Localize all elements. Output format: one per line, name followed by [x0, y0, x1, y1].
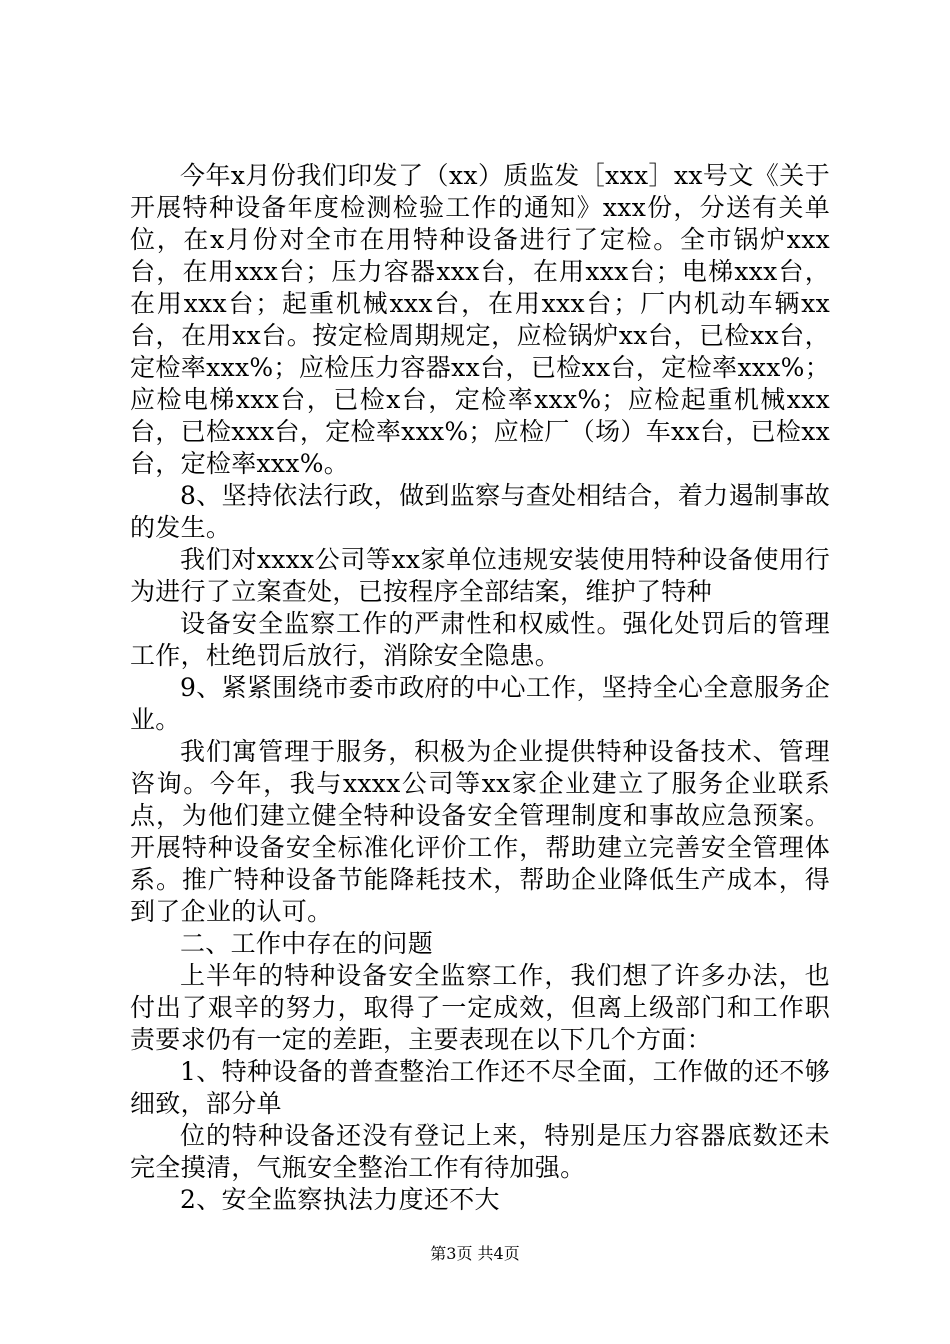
paragraph-problem-1: 1、特种设备的普查整治工作还不尽全面，工作做的还不够细致，部分单: [130, 1057, 830, 1118]
paragraph-problem-2: 2、安全监察执法力度还不大: [180, 1185, 500, 1214]
document-body: [130, 160, 830, 1216]
paragraph-problems-intro: 上半年的特种设备安全监察工作，我们想了许多办法，也付出了艰辛的努力，取得了一定成效，但离上级部门和工作职责要求仍有一定的差距，主要表现在以下几个方面：: [130, 961, 830, 1054]
paragraph-problem-1-continued: 位的特种设备还没有登记上来，特别是压力容器底数还未完全摸清，气瓶安全整治工作有待加强。: [130, 1121, 830, 1182]
paragraph-item-9-heading: 9、紧紧围绕市委市政府的中心工作，坚持全心全意服务企业。: [130, 673, 830, 734]
paragraph-inspection-summary: 今年x月份我们印发了（xx）质监发［xxx］xx号文《关于开展特种设备年度检测检验工作的通知》xxx份，分送有关单位，在x月份对全市在用特种设备进行了定检。全市锅炉xxx台，在用xxx台；压力容器xxx台，在用xxx台；电梯xxx台，在用xxx台；起重机械xxx台，在用xxx台；厂内机动车辆xx台，在用xx台。按定检周期规定，应检锅炉xx台，已检xx台，定检率xxx%；应检压力容器xx台，已检xx台，定检率xxx%；应检电梯xxx台，已检x台，定检率xxx%；应检起重机械xxx台，已检xxx台，定检率xxx%；应检厂（场）车xx台，已检xx台，定检率xxx%。: [130, 161, 830, 478]
paragraph-case-handling: 我们对xxxx公司等xx家单位违规安装使用特种设备使用行为进行了立案查处，已按程序全部结案，维护了特种: [130, 545, 830, 606]
section-heading-problems: 二、工作中存在的问题: [180, 929, 434, 958]
page-number-footer: 第3页 共4页: [430, 1244, 520, 1263]
paragraph-item-8-heading: 8、坚持依法行政，做到监察与查处相结合，着力遏制事故的发生。: [130, 481, 830, 542]
paragraph-service-enterprises: 我们寓管理于服务，积极为企业提供特种设备技术、管理咨询。今年，我与xxxx公司等xx家企业建立了服务企业联系点，为他们建立健全特种设备安全管理制度和事故应急预案。开展特种设备安全标准化评价工作，帮助建立完善安全管理体系。推广特种设备节能降耗技术，帮助企业降低生产成本，得到了企业的认可。: [130, 737, 830, 926]
paragraph-case-handling-continued: 设备安全监察工作的严肃性和权威性。强化处罚后的管理工作，杜绝罚后放行，消除安全隐患。: [130, 609, 830, 670]
